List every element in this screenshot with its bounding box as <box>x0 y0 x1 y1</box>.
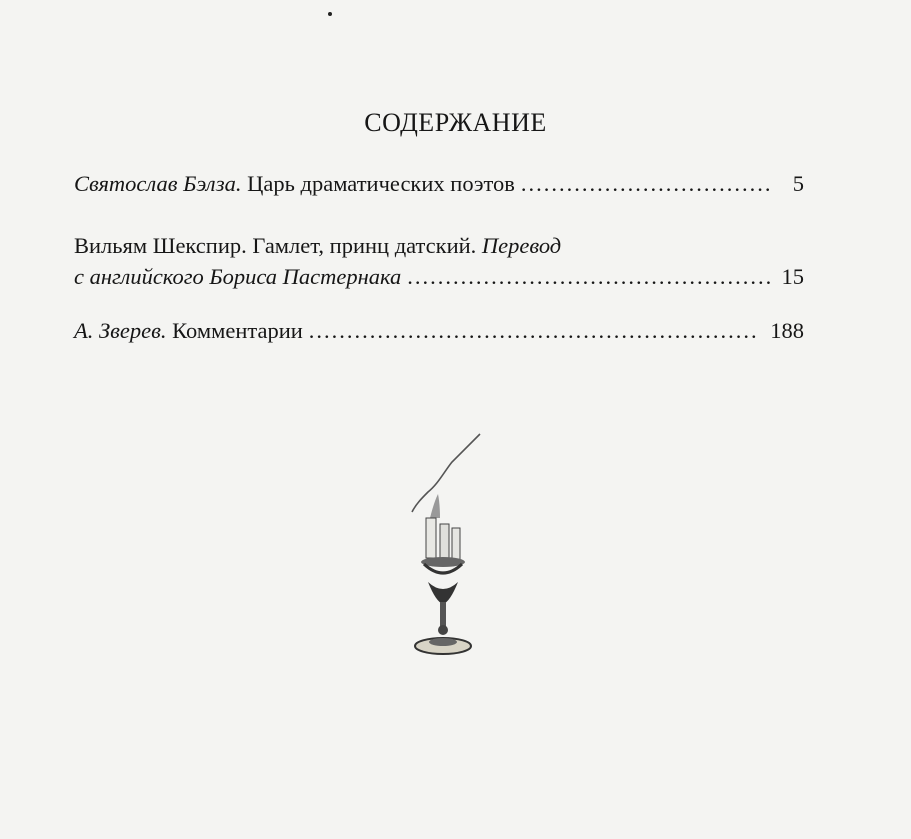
leader-dots <box>407 261 771 292</box>
entry-page: 188 <box>770 318 804 343</box>
entry-title: Царь драматических поэтов <box>247 171 515 196</box>
entry-title: Вильям Шекспир. Гамлет, принц датский. <box>74 233 477 258</box>
leader-dots <box>521 168 774 199</box>
entry-page: 15 <box>781 264 804 289</box>
entry-note: с английского Бориса Пастернака <box>74 264 402 289</box>
candlestick-icon <box>410 432 482 664</box>
leader-dots <box>309 315 760 346</box>
toc-entry <box>74 230 804 292</box>
toc-entry <box>74 315 804 346</box>
entry-title: Комментарии <box>172 318 303 343</box>
entry-page: 5 <box>792 171 804 196</box>
entry-author: Святослав Бэлза. <box>74 171 242 196</box>
page-mark <box>328 12 332 16</box>
entry-note: Перевод <box>481 233 562 258</box>
toc-title: СОДЕРЖАНИЕ <box>364 108 547 137</box>
toc-entry <box>74 168 804 199</box>
entry-author: А. Зверев. <box>74 318 167 343</box>
